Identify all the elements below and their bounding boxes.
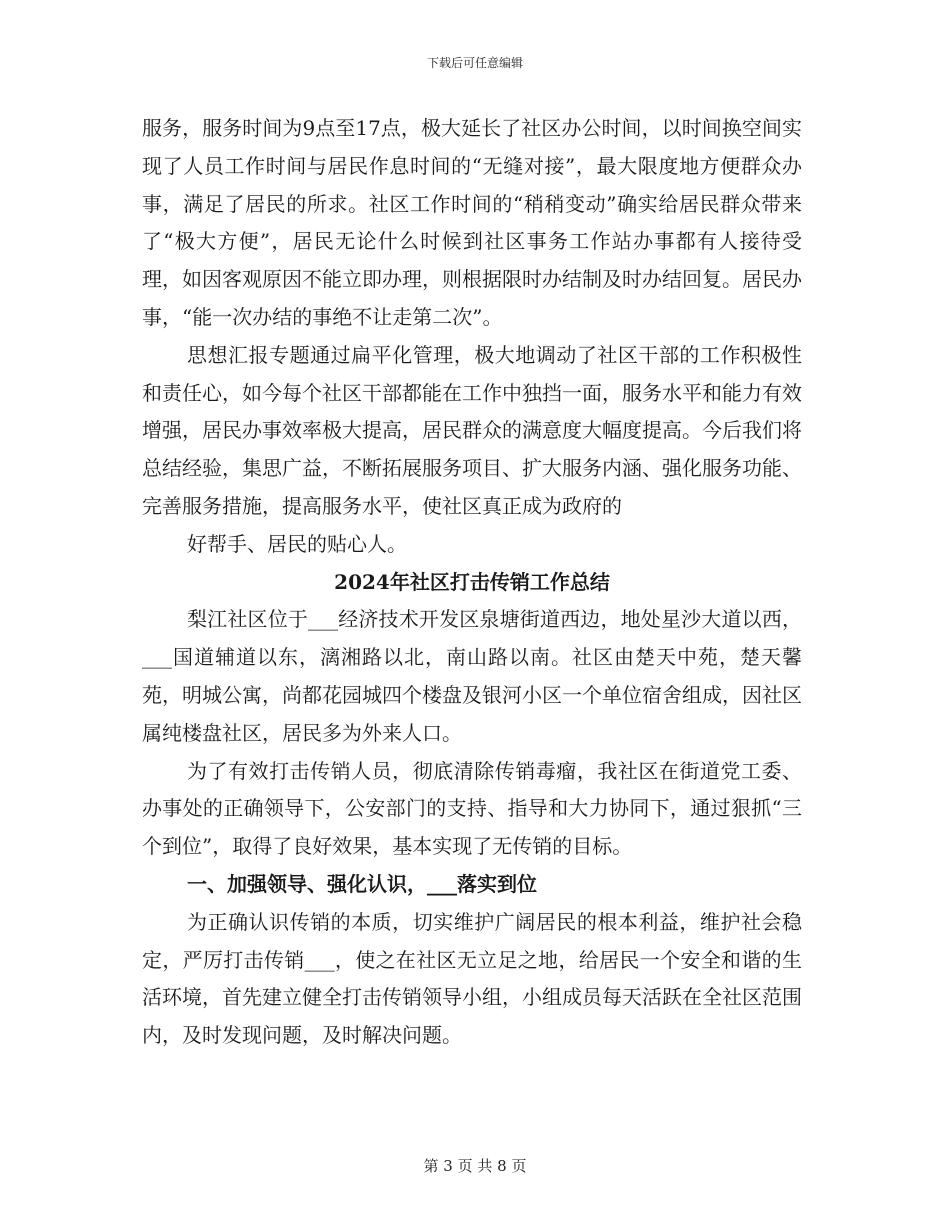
paragraph-community-location: 梨江社区位于___经济技术开发区泉塘街道西边，地处星沙大道以西，___国道辅道以东，漓湘路以北，南山路以南。社区由楚天中苑，楚天馨苑，明城公寓，尚都花园城四个楼盘及银河小区一个单位宿舍组成，因社区属纯楼盘社区，居民多为外来人口。 bbox=[142, 607, 802, 745]
paragraph-flat-management: 思想汇报专题通过扁平化管理，极大地调动了社区干部的工作积极性和责任心，如今每个社区干部都能在工作中独挡一面，服务水平和能力有效增强，居民办事效率极大提高，居民群众的满意度大幅度提高。今后我们将总结经验，集思广益，不断拓展服务项目、扩大服务内涵、强化服务功能、完善服务措施，提高服务水平，使社区真正成为政府的 bbox=[142, 342, 802, 518]
document-body bbox=[142, 110, 802, 1055]
paragraph-service-hours: 服务，服务时间为9点至17点，极大延长了社区办公时间，以时间换空间实现了人员工作时间与居民作息时间的“无缝对接”，最大限度地方便群众办事，满足了居民的所求。社区工作时间的“稍稍变动”确实给居民群众带来了“极大方便”，居民无论什么时候到社区事务工作站办事都有人接待受理，如因客观原因不能立即办理，则根据限时办结制及时办结回复。居民办事，“能一次办结的事绝不让走第二次”。 bbox=[142, 116, 802, 329]
paragraph-anti-pyramid-goal: 为了有效打击传销人员，彻底清除传销毒瘤，我社区在街道党工委、办事处的正确领导下，公安部门的支持、指导和大力协同下，通过狠抓“三个到位”，取得了良好效果，基本实现了无传销的目标。 bbox=[142, 758, 802, 859]
document-title: 2024年社区打击传销工作总结 bbox=[334, 569, 610, 594]
section-heading-1: 一、加强领导、强化认识，___落实到位 bbox=[187, 871, 537, 896]
header-note: 下载后可任意编辑 bbox=[426, 56, 523, 70]
page-indicator: 第 3 页 共 8 页 bbox=[423, 1157, 527, 1175]
paragraph-closing-line: 好帮手、居民的贴心人。 bbox=[187, 531, 407, 556]
paragraph-leadership-group: 为正确认识传销的本质，切实维护广阔居民的根本利益，维护社会稳定，严厉打击传销___，使之在社区无立足之地，给居民一个安全和谐的生活环境，首先建立健全打击传销领导小组，小组成员每天活跃在全社区范围内，及时发现问题，及时解决问题。 bbox=[142, 909, 802, 1048]
